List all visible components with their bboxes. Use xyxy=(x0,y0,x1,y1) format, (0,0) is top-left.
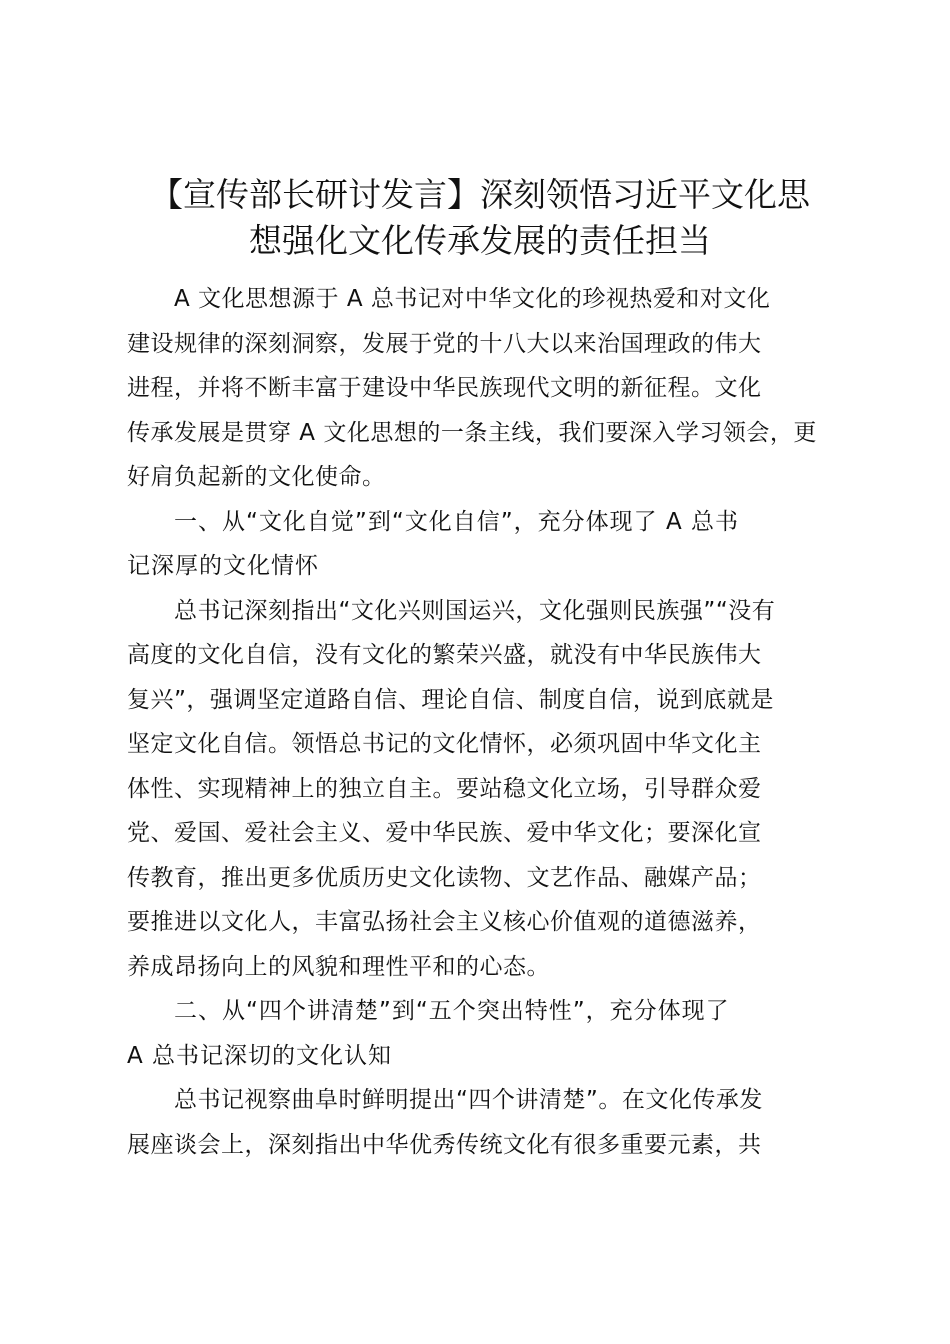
paragraph-2-line-4: 坚定文化自信。领悟总书记的文化情怀，必须巩固中华文化主 xyxy=(127,731,762,757)
section-2-heading-line-1: 二、从“四个讲清楚”到“五个突出特性”，充分体现了 xyxy=(174,998,730,1024)
paragraph-2-line-6: 党、爱国、爱社会主义、爱中华民族、爱中华文化；要深化宣 xyxy=(127,820,762,846)
paragraph-2-line-5: 体性、实现精神上的独立自主。要站稳文化立场，引导群众爱 xyxy=(127,776,762,802)
paragraph-2-line-3: 复兴”，强调坚定道路自信、理论自信、制度自信，说到底就是 xyxy=(127,687,774,713)
section-2-heading-line-2: A 总书记深切的文化认知 xyxy=(127,1043,393,1069)
section-1-heading-line-2: 记深厚的文化情怀 xyxy=(127,553,319,579)
paragraph-1-line-2: 建设规律的深刻洞察，发展于党的十八大以来治国理政的伟大 xyxy=(127,331,762,357)
paragraph-1-line-5: 好肩负起新的文化使命。 xyxy=(127,464,386,490)
document-title xyxy=(100,172,860,264)
paragraph-2-line-1: 总书记深刻指出“文化兴则国运兴，文化强则民族强”“没有 xyxy=(174,598,776,624)
paragraph-2-line-7: 传教育，推出更多优质历史文化读物、文艺作品、融媒产品； xyxy=(127,865,762,891)
paragraph-3-line-1: 总书记视察曲阜时鲜明提出“四个讲清楚”。在文化传承发 xyxy=(174,1087,763,1113)
title-line-2: 想强化文化传承发展的责任担当 xyxy=(249,221,711,260)
paragraph-2-line-2: 高度的文化自信，没有文化的繁荣兴盛，就没有中华民族伟大 xyxy=(127,642,762,668)
section-1-heading-line-1: 一、从“文化自觉”到“文化自信”，充分体现了 A 总书 xyxy=(174,509,740,535)
paragraph-1-line-1: A 文化思想源于 A 总书记对中华文化的珍视热爱和对文化 xyxy=(174,286,771,312)
title-line-1: 【宣传部长研讨发言】深刻领悟习近平文化思 xyxy=(150,175,810,214)
paragraph-2-line-8: 要推进以文化人，丰富弘扬社会主义核心价值观的道德滋养， xyxy=(127,909,762,935)
paragraph-2-line-9: 养成昂扬向上的风貌和理性平和的心态。 xyxy=(127,954,550,980)
paragraph-3-line-2: 展座谈会上，深刻指出中华优秀传统文化有很多重要元素，共 xyxy=(127,1132,762,1158)
paragraph-1-line-4: 传承发展是贯穿 A 文化思想的一条主线，我们要深入学习领会，更 xyxy=(127,420,817,446)
paragraph-1-line-3: 进程，并将不断丰富于建设中华民族现代文明的新征程。文化 xyxy=(127,375,762,401)
